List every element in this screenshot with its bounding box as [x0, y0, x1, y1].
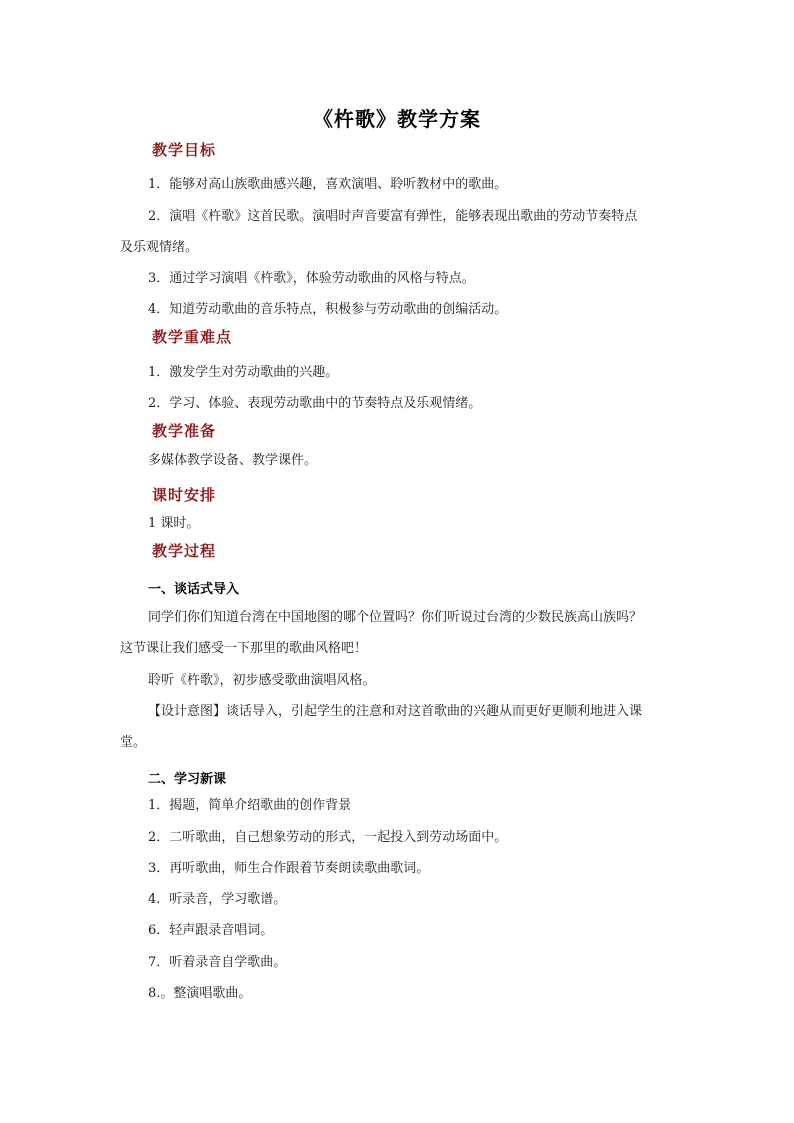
goals-item-3: 3．通过学习演唱《杵歌》，体验劳动歌曲的风格与特点。 — [148, 271, 475, 286]
goals-item-4: 4．知道劳动歌曲的音乐特点，积极参与劳动歌曲的创编活动。 — [148, 302, 508, 317]
process-part2-item-4: 4．听录音，学习歌谱。 — [148, 892, 287, 907]
process-heading: 教学过程 — [152, 542, 217, 560]
process-part2-item-2: 2．二听歌曲，自己想象劳动的形式，一起投入到劳动场面中。 — [148, 830, 508, 845]
goals-heading: 教学目标 — [152, 141, 217, 159]
process-part1-design-intent-cont: 堂。 — [120, 735, 147, 750]
goals-item-1: 1．能够对高山族歌曲感兴趣，喜欢演唱、聆听教材中的歌曲。 — [148, 177, 508, 192]
document-title: 《杵歌》教学方案 — [313, 107, 481, 131]
process-part1-line-3: 聆听《杵歌》，初步感受歌曲演唱风格。 — [148, 673, 376, 688]
process-part1-line-1: 同学们你们知道台湾在中国地图的哪个位置吗？你们听说过台湾的少数民族高山族吗？ — [148, 610, 643, 625]
process-part2-item-1: 1．揭题，简单介绍歌曲的创作背景 — [148, 798, 352, 813]
schedule-heading: 课时安排 — [152, 486, 217, 504]
preparation-text: 多媒体教学设备、教学课件。 — [148, 453, 318, 468]
goals-item-2-cont: 及乐观情绪。 — [120, 240, 199, 255]
key-points-heading: 教学重难点 — [152, 328, 233, 346]
key-points-item-1: 1．激发学生对劳动歌曲的兴趣。 — [148, 365, 339, 380]
process-part2-item-8: 8.。整演唱歌曲。 — [148, 986, 252, 1001]
schedule-text: 1 课时。 — [148, 516, 200, 531]
process-part2-item-7: 7．听着录音自学歌曲。 — [148, 955, 287, 970]
process-part1-line-2: 这节课让我们感受一下那里的歌曲风格吧！ — [120, 641, 368, 656]
process-part2-item-6: 6．轻声跟录音唱词。 — [148, 923, 274, 938]
key-points-item-2: 2．学习、体验、表现劳动歌曲中的节奏特点及乐观情绪。 — [148, 396, 482, 411]
process-part1-heading: 一、谈话式导入 — [148, 582, 240, 597]
process-part2-item-3: 3．再听歌曲，师生合作跟着节奏朗读歌曲歌词。 — [148, 861, 430, 876]
preparation-heading: 教学准备 — [152, 422, 217, 440]
process-part2-heading: 二、学习新课 — [148, 772, 227, 787]
process-part1-design-intent: 【设计意图】谈话导入，引起学生的注意和对这首歌曲的兴趣从而更好更顺利地进入课 — [148, 704, 643, 719]
goals-item-2: 2．演唱《杵歌》这首民歌。演唱时声音要富有弹性，能够表现出歌曲的劳动节奏特点 — [148, 209, 638, 224]
